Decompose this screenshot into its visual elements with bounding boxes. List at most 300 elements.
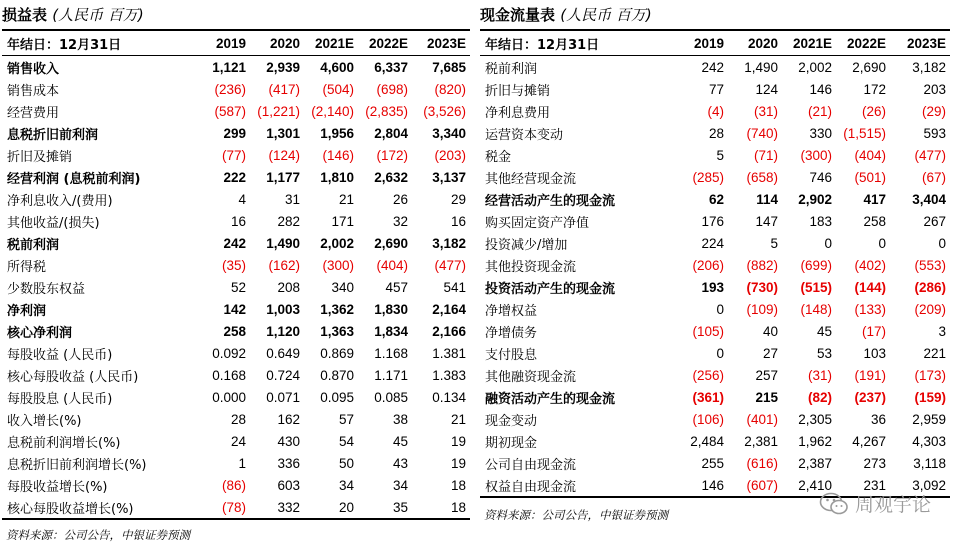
table-row: [2, 452, 470, 474]
table-row: [2, 232, 470, 254]
header-year: 2020: [728, 31, 782, 56]
table-row: [480, 430, 950, 452]
row-label: 投资减少/增加: [485, 237, 568, 253]
row-label: 税前利润: [485, 61, 538, 77]
cell-value: (203): [434, 147, 466, 163]
row-label: 净增权益: [485, 303, 538, 319]
header-year: 2023E: [412, 31, 470, 56]
cell-value: 299: [223, 125, 246, 141]
row-label: 购买固定资产净值: [485, 215, 590, 231]
table-row: [2, 166, 470, 188]
row-label: 税金: [485, 149, 512, 165]
cell-value: (256): [692, 367, 724, 383]
cell-value: 0: [716, 301, 724, 317]
cell-value: (285): [692, 169, 724, 185]
header-year: 2019: [676, 31, 728, 56]
table-row: [2, 210, 470, 232]
cell-value: (77): [221, 147, 246, 163]
cell-value: 1.381: [432, 345, 466, 361]
cell-value: 1,810: [320, 169, 354, 185]
cell-value: 2,690: [852, 59, 886, 75]
cell-value: (4): [707, 103, 724, 119]
cell-value: (109): [746, 301, 778, 317]
row-label: 其他经营现金流: [485, 171, 577, 187]
watermark-text: 周观宇论: [854, 494, 931, 516]
row-label: 少数股东权益: [7, 281, 86, 297]
income-unit: (人民币 百万): [52, 6, 144, 24]
cell-value: 3,182: [912, 59, 946, 75]
cell-value: 1,834: [374, 323, 408, 339]
cell-value: 215: [755, 389, 778, 405]
cell-value: 40: [762, 323, 778, 339]
cell-value: (616): [746, 455, 778, 471]
cell-value: 0: [716, 345, 724, 361]
cell-value: (17): [861, 323, 886, 339]
header-year: 2020: [250, 31, 304, 56]
cell-value: (26): [861, 103, 886, 119]
table-row: [480, 408, 950, 430]
cell-value: 4,600: [320, 59, 354, 75]
row-label: 经营活动产生的现金流: [485, 193, 616, 209]
table-row: [480, 298, 950, 320]
cell-value: (477): [914, 147, 946, 163]
table-row: [480, 210, 950, 232]
cell-value: (162): [268, 257, 300, 273]
cell-value: (2,835): [365, 103, 408, 119]
cell-value: 0.095: [320, 389, 354, 405]
cell-value: 171: [331, 213, 354, 229]
cell-value: 2,002: [798, 59, 832, 75]
cell-value: 3,182: [432, 235, 466, 251]
cell-value: 45: [392, 433, 408, 449]
table-row: [2, 408, 470, 430]
header-year: 2021E: [782, 31, 836, 56]
cell-value: (402): [854, 257, 886, 273]
table-row: [2, 364, 470, 386]
cell-value: 193: [701, 279, 724, 295]
row-label: 净利息收入/(费用): [7, 193, 113, 209]
table-row: [2, 254, 470, 276]
row-label: 税前利润: [7, 237, 60, 253]
cell-value: (417): [268, 81, 300, 97]
cell-value: 0: [938, 235, 946, 251]
cell-value: 52: [230, 279, 246, 295]
cell-value: (501): [854, 169, 886, 185]
cell-value: 3: [938, 323, 946, 339]
cell-value: 147: [755, 213, 778, 229]
cell-value: 1,003: [266, 301, 300, 317]
table-row: [2, 188, 470, 210]
header-year: 2023E: [890, 31, 950, 56]
cell-value: 2,939: [266, 59, 300, 75]
table-row: [480, 78, 950, 100]
cell-value: (71): [753, 147, 778, 163]
cell-value: (1,221): [257, 103, 300, 119]
cell-value: 19: [450, 433, 466, 449]
cell-value: (699): [800, 257, 832, 273]
table-row: [2, 386, 470, 408]
cell-value: 21: [338, 191, 354, 207]
table-row: [480, 320, 950, 342]
cell-value: 0.134: [432, 389, 466, 405]
cell-value: (67): [921, 169, 946, 185]
cell-value: 257: [755, 367, 778, 383]
cell-value: (82): [807, 389, 832, 405]
wechat-icon: [819, 491, 849, 517]
cell-value: 162: [277, 411, 300, 427]
cell-value: (515): [800, 279, 832, 295]
cell-value: 0.085: [374, 389, 408, 405]
cell-value: 0.870: [320, 367, 354, 383]
table-row: [2, 144, 470, 166]
cell-value: (78): [221, 499, 246, 515]
table-row: [480, 56, 950, 79]
cell-value: 43: [392, 455, 408, 471]
row-label: 其他融资现金流: [485, 369, 577, 385]
cell-value: 38: [392, 411, 408, 427]
cell-value: 330: [809, 125, 832, 141]
row-label: 收入增长(%): [7, 413, 82, 429]
cell-value: 54: [338, 433, 354, 449]
cell-value: (172): [376, 147, 408, 163]
cell-value: (106): [692, 411, 724, 427]
row-label: 核心每股收益增长(%): [7, 501, 134, 517]
table-row: [480, 452, 950, 474]
cell-value: 208: [277, 279, 300, 295]
table-row: [480, 342, 950, 364]
cell-value: (504): [322, 81, 354, 97]
table-row: [2, 342, 470, 364]
row-label: 每股股息 (人民币): [7, 391, 113, 407]
cell-value: 45: [816, 323, 832, 339]
cell-value: 746: [809, 169, 832, 185]
table-row: [2, 276, 470, 298]
cell-value: 19: [450, 455, 466, 471]
income-title-text: 损益表: [2, 6, 48, 24]
cell-value: 282: [277, 213, 300, 229]
income-source-note: 资料来源：公司公告，中银证券预测: [6, 528, 190, 542]
cell-value: 57: [338, 411, 354, 427]
cell-value: 114: [756, 191, 778, 207]
cell-value: 3,137: [432, 169, 466, 185]
cell-value: 2,902: [798, 191, 832, 207]
cell-value: 2,002: [320, 235, 354, 251]
cell-value: 3,340: [432, 125, 466, 141]
table-row: [480, 276, 950, 298]
cell-value: 35: [392, 499, 408, 515]
cell-value: (146): [322, 147, 354, 163]
row-label: 息税折旧前利润: [7, 127, 99, 143]
cell-value: 430: [277, 433, 300, 449]
row-label: 公司自由现金流: [485, 457, 577, 473]
cell-value: (740): [746, 125, 778, 141]
income-statement-title: [2, 0, 470, 31]
cell-value: (191): [854, 367, 886, 383]
cell-value: 258: [223, 323, 246, 339]
cashflow-statement-table: [480, 31, 950, 498]
row-label: 息税折旧前利润增长(%): [7, 457, 147, 473]
cell-value: 26: [392, 191, 408, 207]
cell-value: 222: [223, 169, 246, 185]
cell-value: (286): [914, 279, 946, 295]
cell-value: (477): [434, 257, 466, 273]
cell-value: 1,962: [798, 433, 832, 449]
table-row: [2, 298, 470, 320]
cell-value: 124: [755, 81, 778, 97]
cell-value: 0.092: [212, 345, 246, 361]
table-row: [2, 474, 470, 496]
row-label: 投资活动产生的现金流: [485, 281, 616, 297]
cell-value: (236): [214, 81, 246, 97]
cell-value: 4,303: [912, 433, 946, 449]
cell-value: (35): [221, 257, 246, 273]
cell-value: 1,362: [320, 301, 354, 317]
cell-value: (148): [800, 301, 832, 317]
cell-value: 203: [923, 81, 946, 97]
cell-value: (587): [214, 103, 246, 119]
cell-value: 1,490: [266, 235, 300, 251]
cell-value: 0.724: [266, 367, 300, 383]
table-row: [480, 122, 950, 144]
cell-value: 2,166: [432, 323, 466, 339]
cell-value: (144): [854, 279, 886, 295]
cell-value: (607): [746, 477, 778, 493]
cell-value: 0.168: [212, 367, 246, 383]
table-row: [2, 56, 470, 79]
cell-value: 2,959: [912, 411, 946, 427]
cell-value: 0.649: [266, 345, 300, 361]
cell-value: (209): [914, 301, 946, 317]
cell-value: 77: [708, 81, 724, 97]
cell-value: 1.168: [374, 345, 408, 361]
cell-value: 53: [816, 345, 832, 361]
cell-value: (173): [914, 367, 946, 383]
header-year: 2022E: [836, 31, 890, 56]
cell-value: (124): [268, 147, 300, 163]
cell-value: 183: [809, 213, 832, 229]
cell-value: (882): [746, 257, 778, 273]
income-statement-panel: [2, 0, 470, 520]
cell-value: (159): [914, 389, 946, 405]
cell-value: 31: [284, 191, 300, 207]
row-label: 核心净利润: [7, 325, 73, 341]
cell-value: (86): [221, 477, 246, 493]
cell-value: 62: [708, 191, 724, 207]
cell-value: 28: [708, 125, 724, 141]
table-row: [480, 386, 950, 408]
cell-value: 267: [923, 213, 946, 229]
cell-value: 3,118: [913, 455, 946, 471]
cell-value: 2,632: [374, 169, 408, 185]
table-row: [480, 144, 950, 166]
row-label: 权益自由现金流: [485, 479, 577, 495]
header-year: 2022E: [358, 31, 412, 56]
cell-value: (730): [746, 279, 778, 295]
cell-value: (133): [854, 301, 886, 317]
cell-value: 24: [230, 433, 246, 449]
table-row: [480, 100, 950, 122]
cell-value: (658): [746, 169, 778, 185]
row-label: 经营利润 (息税前利润): [7, 171, 141, 187]
row-label: 期初现金: [485, 435, 538, 451]
cell-value: (105): [692, 323, 724, 339]
cell-value: 21: [450, 411, 466, 427]
cashflow-header-row: [480, 31, 950, 56]
cell-value: 0.869: [320, 345, 354, 361]
table-row: [480, 188, 950, 210]
cell-value: 172: [863, 81, 886, 97]
cell-value: 146: [701, 477, 724, 493]
row-label: 融资活动产生的现金流: [485, 391, 616, 407]
cell-value: 1,177: [266, 169, 300, 185]
cell-value: (820): [434, 81, 466, 97]
cell-value: 142: [223, 301, 246, 317]
row-label: 其他收益/(损失): [7, 215, 100, 231]
cell-value: 221: [923, 345, 946, 361]
cell-value: 50: [338, 455, 354, 471]
cell-value: 7,685: [432, 59, 466, 75]
cell-value: 0: [824, 235, 832, 251]
cell-value: 2,804: [374, 125, 408, 141]
cell-value: (698): [376, 81, 408, 97]
row-label: 所得税: [7, 259, 47, 275]
cell-value: 146: [809, 81, 832, 97]
cell-value: 1: [238, 455, 246, 471]
cell-value: 1,121: [212, 59, 246, 75]
cell-value: 2,410: [798, 477, 832, 493]
cell-value: 332: [277, 499, 300, 515]
row-label: 现金变动: [485, 413, 538, 429]
cell-value: 1,956: [320, 125, 354, 141]
cell-value: 2,690: [374, 235, 408, 251]
cell-value: (2,140): [311, 103, 354, 119]
row-label: 净增债务: [485, 325, 538, 341]
cell-value: 1,120: [266, 323, 300, 339]
table-row: [2, 122, 470, 144]
header-label: 年结日：12月31日: [2, 31, 198, 56]
cell-value: 20: [338, 499, 354, 515]
cell-value: 603: [277, 477, 300, 493]
cell-value: (237): [854, 389, 886, 405]
watermark: [819, 490, 931, 517]
cell-value: 336: [277, 455, 300, 471]
cell-value: 5: [770, 235, 778, 251]
cell-value: 4: [238, 191, 246, 207]
header-year: 2021E: [304, 31, 358, 56]
cell-value: 273: [863, 455, 886, 471]
cell-value: 417: [863, 191, 886, 207]
cell-value: 2,484: [690, 433, 724, 449]
cell-value: (404): [854, 147, 886, 163]
income-header-row: [2, 31, 470, 56]
cell-value: (361): [692, 389, 724, 405]
table-row: [480, 232, 950, 254]
cashflow-statement-panel: [480, 0, 950, 498]
cell-value: (1,515): [843, 125, 886, 141]
cell-value: 1.383: [432, 367, 466, 383]
header-year: 2019: [198, 31, 250, 56]
cell-value: 18: [450, 477, 466, 493]
cell-value: 16: [230, 213, 246, 229]
row-label: 净利润: [7, 303, 47, 319]
cell-value: 593: [923, 125, 946, 141]
row-label: 销售收入: [7, 61, 60, 77]
income-statement-table: [2, 31, 470, 520]
cell-value: (206): [692, 257, 724, 273]
row-label: 销售成本: [7, 83, 60, 99]
row-label: 其他投资现金流: [485, 259, 577, 275]
cashflow-source-note: 资料来源：公司公告，中银证券预测: [484, 508, 668, 522]
cell-value: 176: [701, 213, 724, 229]
cell-value: 28: [230, 411, 246, 427]
cell-value: 3,404: [912, 191, 946, 207]
row-label: 支付股息: [485, 347, 538, 363]
row-label: 核心每股收益 (人民币): [7, 369, 139, 385]
cell-value: 242: [701, 59, 724, 75]
cell-value: 2,381: [744, 433, 778, 449]
table-row: [480, 254, 950, 276]
cell-value: 1,830: [374, 301, 408, 317]
cell-value: 4,267: [852, 433, 886, 449]
cashflow-statement-title: [480, 0, 950, 31]
cell-value: (31): [807, 367, 832, 383]
row-label: 息税前利润增长(%): [7, 435, 121, 451]
table-row: [2, 78, 470, 100]
cell-value: (300): [800, 147, 832, 163]
cell-value: 16: [450, 213, 466, 229]
cell-value: 231: [863, 477, 886, 493]
cell-value: 224: [701, 235, 724, 251]
cell-value: 0: [878, 235, 886, 251]
cell-value: 242: [223, 235, 246, 251]
cell-value: 34: [392, 477, 408, 493]
row-label: 经营费用: [7, 105, 60, 121]
cell-value: (21): [807, 103, 832, 119]
cell-value: 1.171: [374, 367, 408, 383]
row-label: 每股收益 (人民币): [7, 347, 113, 363]
table-row: [480, 364, 950, 386]
table-row: [2, 496, 470, 519]
row-label: 折旧与摊销: [485, 83, 551, 99]
cell-value: 541: [443, 279, 466, 295]
cell-value: (29): [921, 103, 946, 119]
cell-value: 2,164: [432, 301, 466, 317]
cell-value: 255: [701, 455, 724, 471]
cashflow-unit: (人民币 百万): [560, 6, 652, 24]
cell-value: 5: [716, 147, 724, 163]
table-row: [2, 100, 470, 122]
cell-value: 18: [450, 499, 466, 515]
table-row: [2, 430, 470, 452]
cell-value: (401): [746, 411, 778, 427]
header-label: 年结日：12月31日: [480, 31, 676, 56]
cell-value: (31): [753, 103, 778, 119]
cell-value: 1,301: [266, 125, 300, 141]
cashflow-title-text: 现金流量表: [480, 6, 556, 24]
cell-value: 103: [863, 345, 886, 361]
cell-value: 6,337: [374, 59, 408, 75]
cell-value: 2,387: [798, 455, 832, 471]
row-label: 运营资本变动: [485, 127, 564, 143]
row-label: 净利息费用: [485, 105, 551, 121]
cell-value: (553): [914, 257, 946, 273]
cell-value: 29: [450, 191, 466, 207]
cell-value: 27: [762, 345, 778, 361]
table-row: [480, 166, 950, 188]
cell-value: 3,092: [912, 477, 946, 493]
cell-value: (300): [322, 257, 354, 273]
cell-value: 340: [331, 279, 354, 295]
